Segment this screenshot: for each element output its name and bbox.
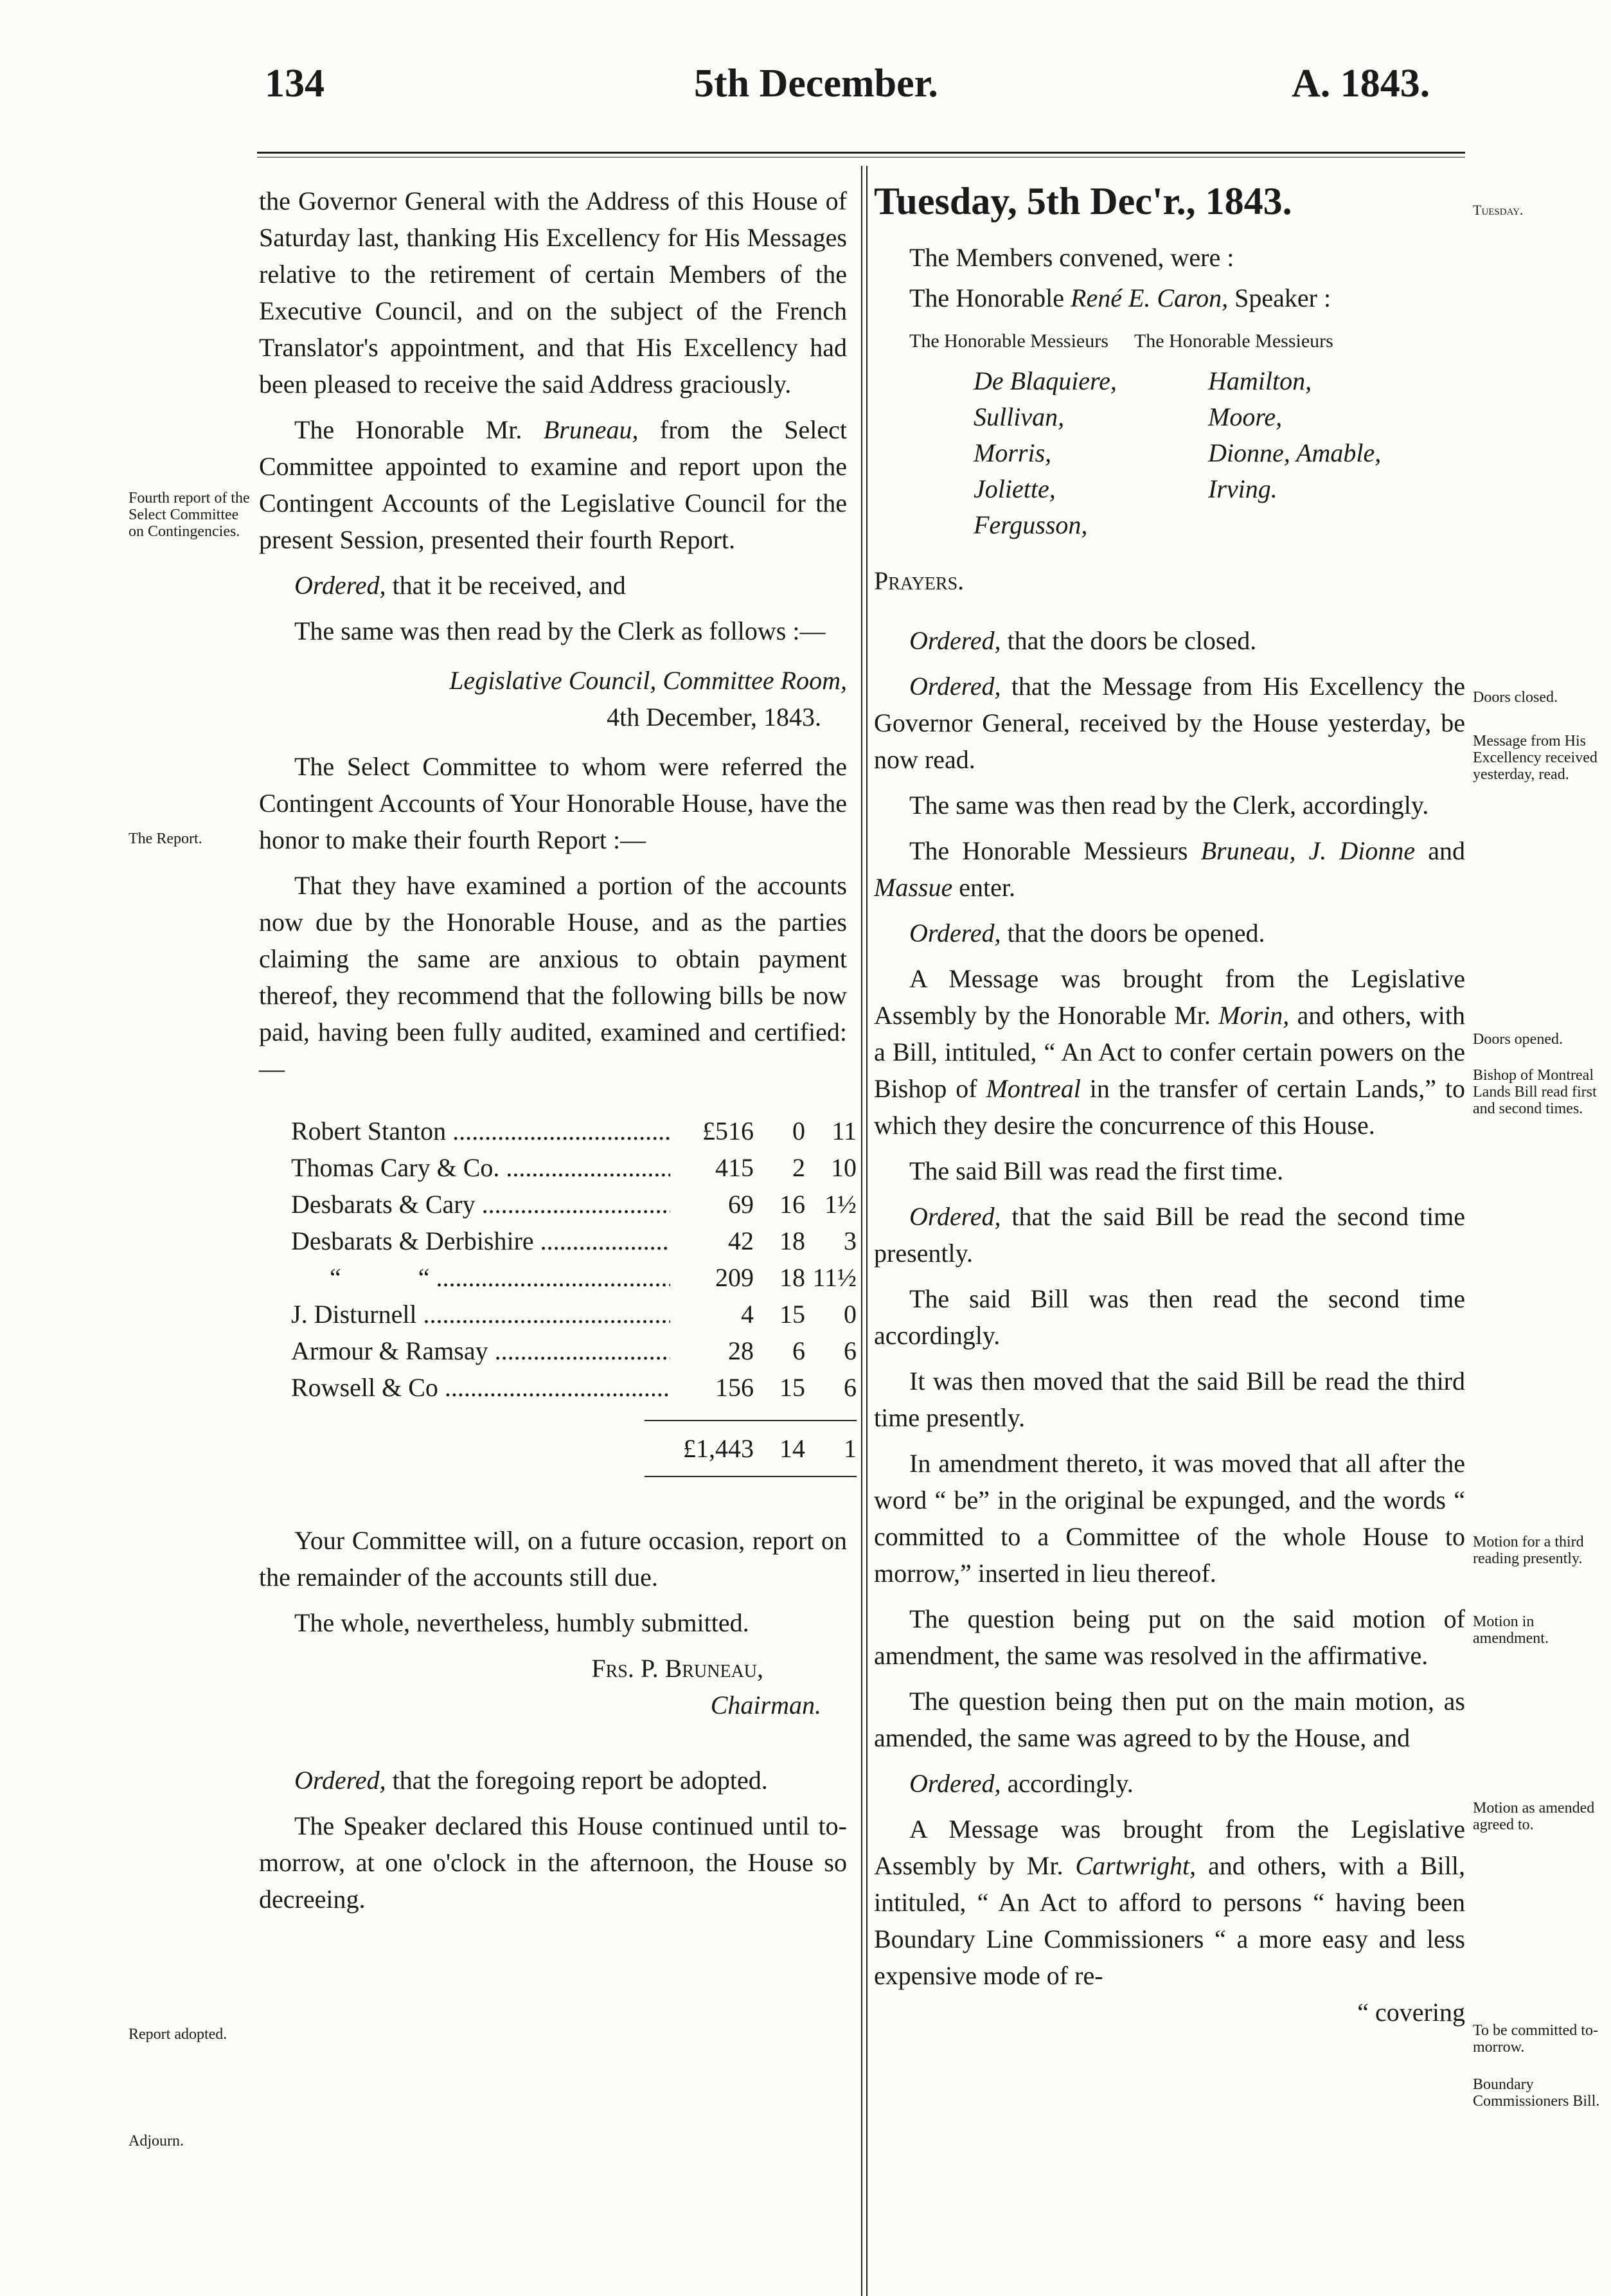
margin-note-fourth-report: Fourth report of the Select Committee on Contingencies. [129, 490, 250, 540]
margin-note-adjourn: Adjourn. [129, 2133, 184, 2149]
margin-note-tuesday: Tuesday. [1473, 202, 1524, 218]
paragraph: The Honorable René E. Caron, Speaker : [909, 283, 1331, 312]
paragraph: In amendment thereto, it was moved that all after the word “ be” in the original be expunged, and the words “ committed to a Committee of the whole House to morrow,” inserted in lieu thereof. [874, 1449, 1465, 1588]
table-row: Armour & Ramsay ..... 28 6 6 [291, 1332, 857, 1369]
total-underline [645, 1476, 857, 1477]
paragraph: The Speaker declared this House continued until to-morrow, at one o'clock in the afternoon, the House so decreeing. [259, 1811, 847, 1914]
margin-note-the-report: The Report. [129, 830, 202, 847]
paragraph: The Honorable Messieurs Bruneau, J. Dionne and Massue enter. [874, 836, 1465, 902]
paragraph: The Select Committee to whom were referred the Contingent Accounts of Your Honorable House, have the honor to make their fourth Report :— [259, 752, 847, 854]
paragraph: Ordered, that the said Bill be read the second time presently. [874, 1202, 1465, 1268]
report-heading: Legislative Council, Committee Room, [449, 666, 847, 695]
column-divider-inner [866, 166, 868, 2296]
members-list [974, 363, 1465, 543]
paragraph: It was then moved that the said Bill be read the third time presently. [874, 1367, 1465, 1432]
paragraph: Ordered, that it be received, and [294, 571, 626, 600]
catchword: “ covering [1357, 1998, 1465, 2027]
day-heading: Tuesday, 5th Dec'r., 1843. [874, 180, 1292, 222]
paragraph: Ordered, that the foregoing report be adopted. [294, 1766, 768, 1795]
paragraph: The said Bill was then read the second time accordingly. [874, 1284, 1465, 1350]
paragraph: The question being put on the said motion of amendment, the same was resolved in the affirmative. [874, 1604, 1465, 1670]
margin-note-third-reading: Motion for a third reading presently. [1473, 1534, 1584, 1567]
paragraph: Ordered, that the doors be opened. [909, 919, 1265, 947]
member-name: Morris, [974, 438, 1052, 467]
signature-name: Frs. P. Bruneau, [591, 1654, 763, 1683]
margin-note-report-adopted: Report adopted. [129, 2026, 227, 2043]
margin-note-boundary-bill: Boundary Commissioners Bill. [1473, 2076, 1600, 2110]
member-name: Sullivan, [974, 402, 1065, 431]
paragraph: Ordered, that the doors be closed. [909, 626, 1257, 655]
paragraph: That they have examined a portion of the accounts now due by the Honorable House, and as the parties claiming the same are anxious to obtain payment thereof, they recommend that the following bills be now paid, having been fully audited, examined and certified:— [259, 871, 847, 1083]
paragraph: Ordered, that the Message from His Excellency the Governor General, received by the House yesterday, be now read. [874, 672, 1465, 774]
margin-note-amended-agreed: Motion as amended agreed to. [1473, 1800, 1595, 1833]
margin-note-doors-opened: Doors opened. [1473, 1031, 1563, 1048]
member-name: Dionne, Amable, [1208, 438, 1382, 467]
paragraph: The whole, nevertheless, humbly submitted. [294, 1608, 749, 1637]
member-name: De Blaquiere, [974, 366, 1117, 395]
left-column [259, 183, 857, 1926]
paragraph: The same was then read by the Clerk as follows :— [294, 616, 826, 645]
margin-note-doors-closed: Doors closed. [1473, 689, 1558, 706]
paragraph: The Members convened, were : [909, 243, 1234, 272]
running-head-date: 5th December. [694, 62, 938, 105]
table-row: “ “ ..... 209 18 11½ [291, 1259, 857, 1296]
right-column [874, 179, 1465, 2031]
paragraph: The Honorable Mr. Bruneau, from the Select Committee appointed to examine and report upon the Contingent Accounts of the Legislative Council for the present Session, presented their fourth Report. [259, 415, 847, 554]
prayers-heading: Prayers. [874, 566, 965, 595]
table-row: J. Disturnell ..... 4 15 0 [291, 1296, 857, 1332]
paragraph: the Governor General with the Address of this House of Saturday last, thanking His Excellency for His Messages relative to the retirement of certain Members of the Executive Council, and on the subject of the French Translator's appointment, and that His Excellency had been pleased to receive the said Address graciously. [259, 186, 847, 399]
total-row: £1,443 14 1 [645, 1420, 857, 1467]
column-divider [861, 166, 862, 2296]
page-number: 134 [265, 62, 325, 105]
margin-note-bishop-bill: Bishop of Montreal Lands Bill read first and second times. [1473, 1067, 1597, 1117]
member-name: Moore, [1208, 402, 1283, 431]
paragraph: The question being then put on the main motion, as amended, the same was agreed to by the House, and [874, 1687, 1465, 1752]
margin-note-amendment: Motion in amendment. [1473, 1613, 1549, 1647]
member-name: Hamilton, [1208, 366, 1312, 395]
table-row: Rowsell & Co ..... 156 15 6 [291, 1369, 857, 1406]
table-row: Thomas Cary & Co. ..... 415 2 10 [291, 1149, 857, 1186]
paragraph: A Message was brought from the Legislative Assembly by the Honorable Mr. Morin, and others, with a Bill, intituled, “ An Act to confer certain powers on the Bishop of Montreal in the transfer of certain Lands,” to which they desire the concurrence of this House. [874, 964, 1465, 1140]
member-name [1208, 507, 1420, 543]
running-head-year: A. 1843. [1292, 62, 1430, 105]
member-name: Fergusson, [974, 510, 1088, 539]
member-name: Joliette, [974, 474, 1056, 503]
table-row: Desbarats & Cary ..... 69 16 1½ [291, 1186, 857, 1223]
table-row: Desbarats & Derbishire ..... 42 18 3 [291, 1223, 857, 1259]
report-date: 4th December, 1843. [607, 703, 821, 731]
table-row: Robert Stanton ..... £516 0 11 [291, 1113, 857, 1149]
paragraph: Ordered, accordingly. [909, 1769, 1134, 1798]
margin-note-message-read: Message from His Excellency received yesterday, read. [1473, 733, 1598, 783]
member-name: Irving. [1208, 474, 1277, 503]
header-rule [257, 152, 1465, 154]
members-heading: The Honorable Messieurs The Honorable Messieurs [909, 330, 1333, 352]
paragraph: A Message was brought from the Legislative Assembly by Mr. Cartwright, and others, with a Bill, intituled, “ An Act to afford to persons “ having been Boundary Line Commissioners “ a more easy and less expensive mode of re- [874, 1815, 1465, 1990]
accounts-table [291, 1113, 857, 1477]
signature-title: Chairman. [710, 1691, 821, 1719]
margin-note-to-be-committed: To be committed to-morrow. [1473, 2022, 1598, 2056]
paragraph: The said Bill was read the first time. [909, 1156, 1284, 1185]
paragraph: The same was then read by the Clerk, accordingly. [909, 791, 1429, 820]
paragraph: Your Committee will, on a future occasion, report on the remainder of the accounts still due. [259, 1526, 847, 1592]
